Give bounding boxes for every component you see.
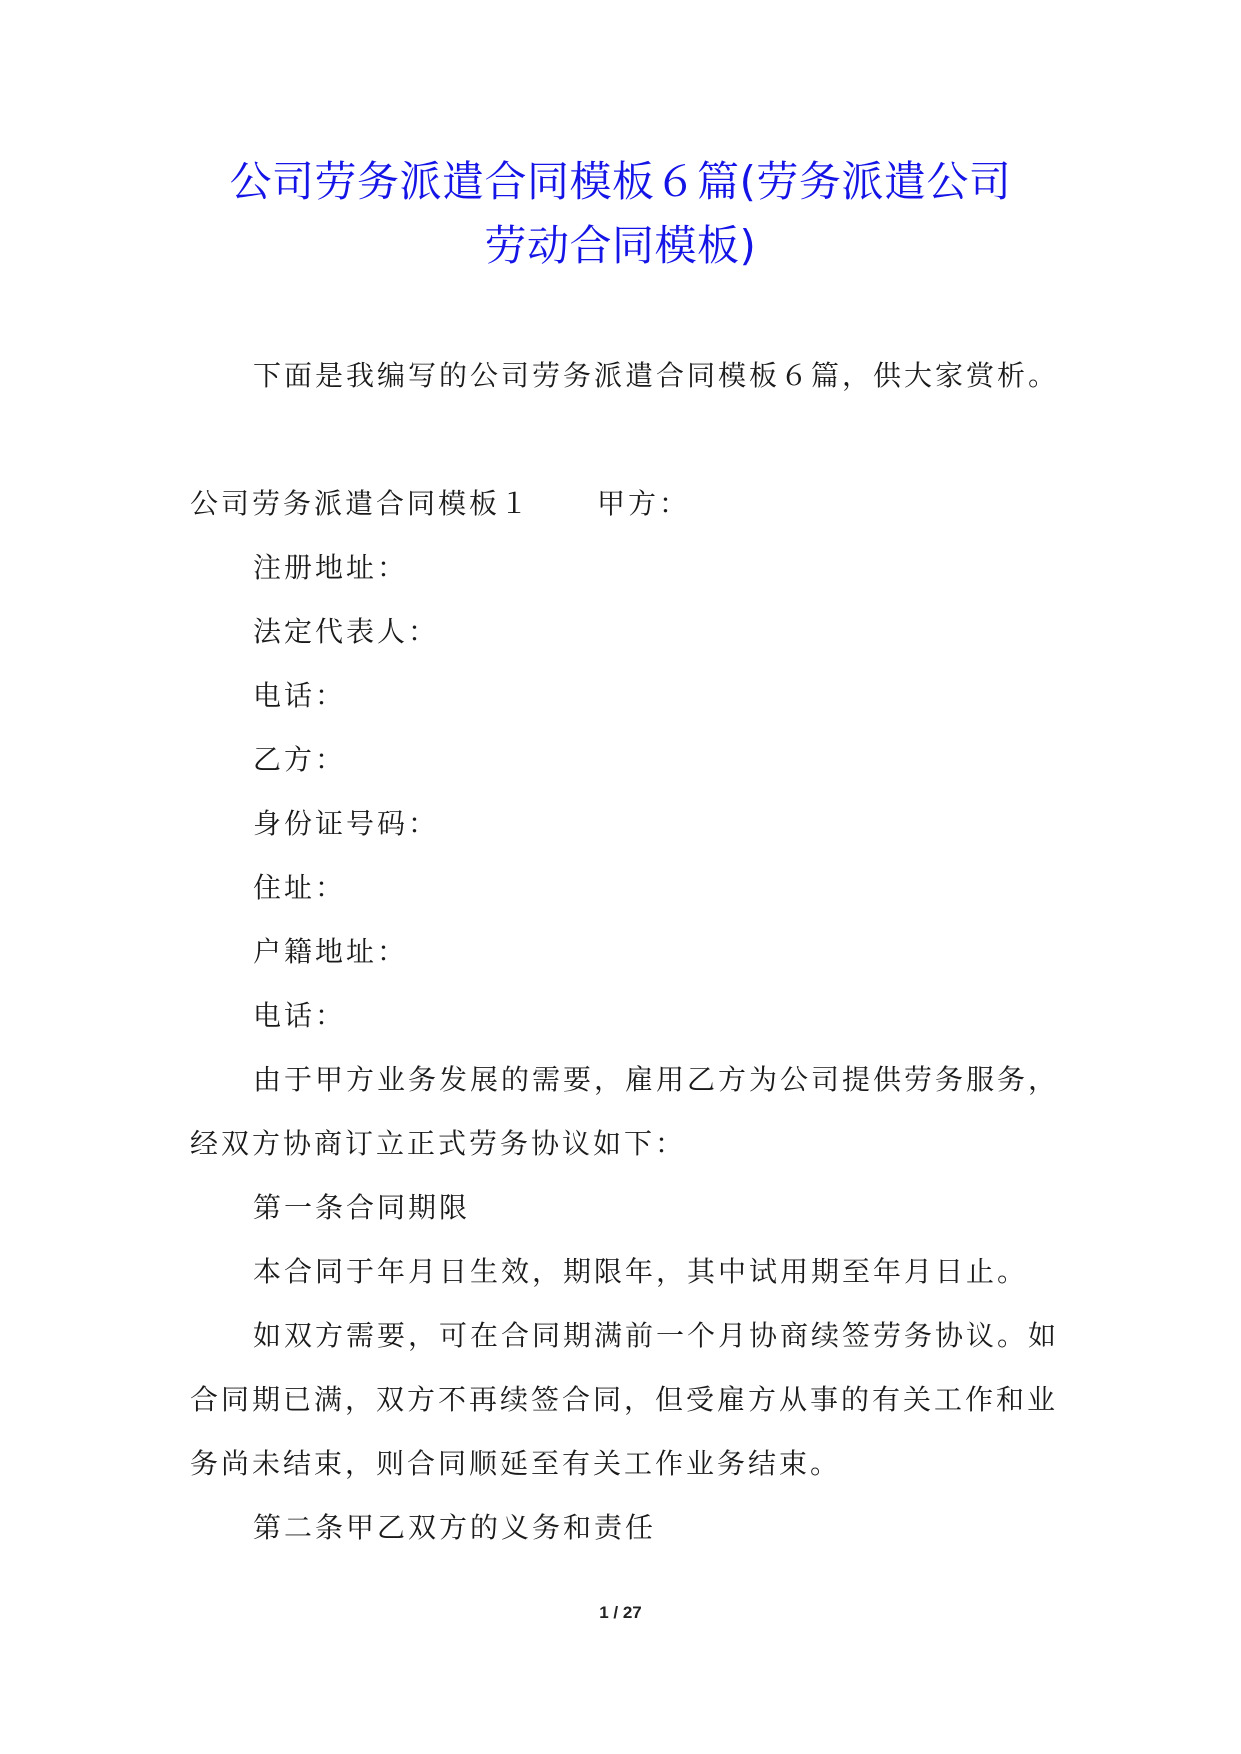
- section-heading: 公司劳务派遣合同模板１: [190, 487, 532, 520]
- field-phone-b: 电话：: [253, 999, 347, 1032]
- field-id-number: 身份证号码：: [253, 807, 440, 840]
- field-registered-address: 注册地址：: [253, 551, 409, 584]
- document-title-line2: 劳动合同模板): [484, 221, 757, 270]
- document-title-line1: 公司劳务派遣合同模板６篇(劳务派遣公司: [229, 157, 1012, 206]
- field-household-address: 户籍地址：: [253, 935, 409, 968]
- paragraph-1-line-2: 经双方协商订立正式劳务协议如下：: [190, 1127, 687, 1160]
- article-1-text: 本合同于年月日生效，期限年，其中试用期至年月日止。: [253, 1255, 1029, 1288]
- paragraph-1-line-1: 由于甲方业务发展的需要，雇用乙方为公司提供劳务服务，: [253, 1063, 1060, 1096]
- field-legal-representative: 法定代表人：: [253, 615, 440, 648]
- intro-paragraph: 下面是我编写的公司劳务派遣合同模板６篇，供大家赏析。: [253, 359, 1060, 392]
- field-party-b: 乙方：: [253, 743, 347, 776]
- article-1-para2-line-3: 务尚未结束，则合同顺延至有关工作业务结束。: [190, 1447, 842, 1480]
- article-1-para2-line-2: 合同期已满，双方不再续签合同，但受雇方从事的有关工作和业: [190, 1383, 1059, 1416]
- page-number: 1 / 27: [599, 1603, 642, 1622]
- field-phone-a: 电话：: [253, 679, 347, 712]
- party-a-label: 甲方：: [597, 487, 691, 520]
- article-1-para2-line-1: 如双方需要，可在合同期满前一个月协商续签劳务协议。如: [253, 1319, 1060, 1352]
- article-1-heading: 第一条合同期限: [253, 1191, 471, 1224]
- field-residence: 住址：: [253, 871, 347, 904]
- article-2-heading: 第二条甲乙双方的义务和责任: [253, 1511, 657, 1544]
- section-heading-row: [190, 484, 690, 524]
